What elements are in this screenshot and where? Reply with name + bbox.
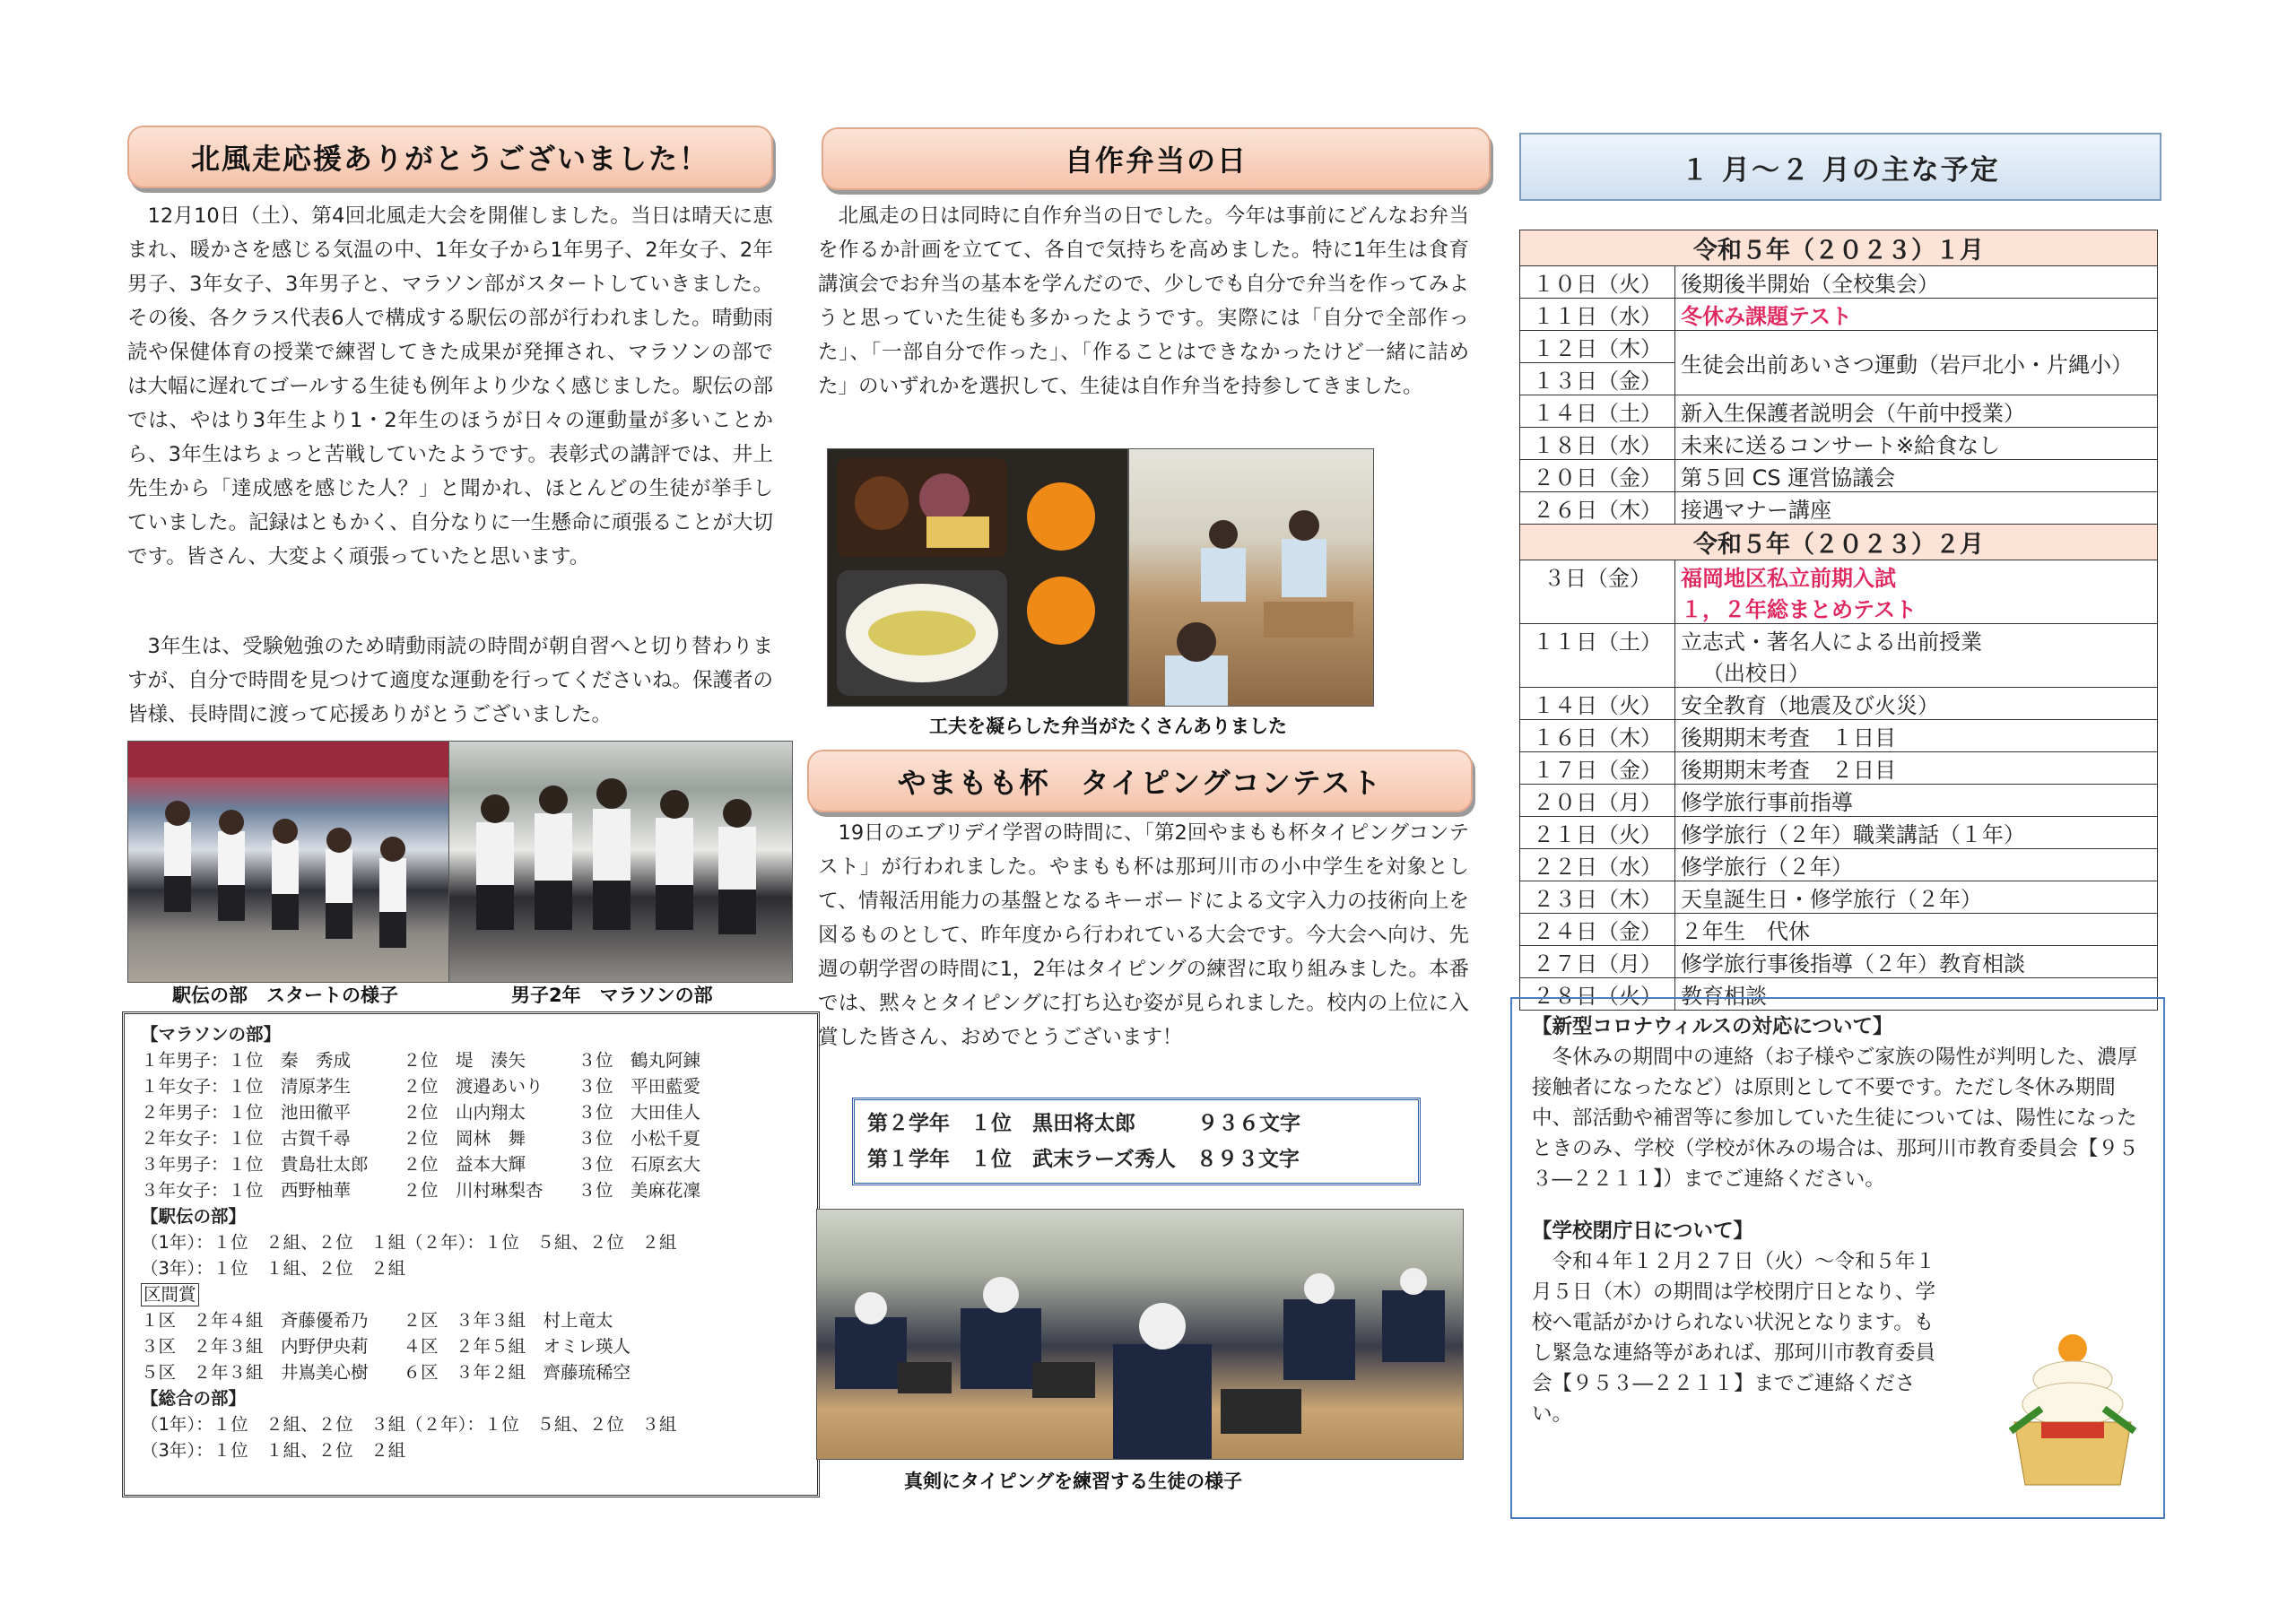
schedule-date: １４日（火） <box>1520 688 1675 720</box>
schedule-date: ２４日（金） <box>1520 914 1675 946</box>
schedule-month-january: 令和５年（２０２３）１月 <box>1520 230 2158 266</box>
marathon-result-row: １年男子：１位 秦 秀成 ２位 堤 湊矢 ３位 鶴丸阿錬 <box>141 1050 701 1071</box>
bento-title-banner <box>822 127 1491 190</box>
section-award-heading: 区間賞 <box>141 1283 199 1306</box>
schedule-month-february: 令和５年（２０２３）２月 <box>1520 525 2158 560</box>
typing-caption: 真剣にタイピングを練習する生徒の様子 <box>904 1471 1243 1492</box>
schedule-table <box>1519 230 2158 1011</box>
schedule-event: 修学旅行（２年） <box>1675 849 2158 881</box>
ekiden-caption: 駅伝の部 スタートの様子 <box>172 985 398 1006</box>
schedule-date: ２０日（金） <box>1520 460 1675 492</box>
marathon-result-row: ３年男子：１位 貴島壮太郎 ２位 益本大輝 ３位 石原玄大 <box>141 1154 701 1175</box>
section-award-row: １区 ２年４組 斉藤優希乃 ２区 ３年３組 村上竜太 <box>141 1310 613 1331</box>
schedule-date: １１日（水） <box>1520 299 1675 331</box>
closure-notice-title: 【学校閉庁日について】 <box>1532 1219 1754 1243</box>
marathon-caption: 男子2年 マラソンの部 <box>511 985 713 1006</box>
schedule-event: 修学旅行事後指導（２年）教育相談 <box>1675 946 2158 978</box>
schedule-event: 教育相談 <box>1675 978 2158 1011</box>
schedule-date: １１日（土） <box>1520 624 1675 688</box>
schedule-event: 未来に送るコンサート※給食なし <box>1675 428 2158 460</box>
schedule-event: 接遇マナー講座 <box>1675 492 2158 525</box>
typing-title-banner <box>807 750 1473 812</box>
schedule-date: ３日（金） <box>1520 560 1675 624</box>
covid-notice-text: 冬休みの期間中の連絡（お子様やご家族の陽性が判明した、濃厚接触者になったなど）は原則として不要です。ただし冬休み期間中、部活動や補習等に参加していた生徒については、陽性になったときのみ、学校（学校が休みの場合は、那珂川市教育委員会【９５３―２２１１】）までご連絡ください。 <box>1532 1046 2139 1191</box>
ekiden-start-photo <box>127 741 450 983</box>
bento-classroom-students <box>1129 449 1373 706</box>
typing-title: やまもも杯 タイピングコンテスト <box>897 766 1383 800</box>
schedule-event: ２年生 代休 <box>1675 914 2158 946</box>
schedule-title: １ 月～２ 月の主な予定 <box>1681 153 2000 187</box>
marathon-boys-figures <box>449 742 792 982</box>
typing-result-row: 第１学年 １位 武末ラーズ秀人 ８９３文字 <box>867 1148 1300 1171</box>
typing-paragraph: 19日のエブリデイ学習の時間に、「第2回やまもも杯タイピングコンテスト」が行われました。やまもも杯は那珂川市の小中学生を対象として、情報活用能力の基盤となるキーボードによる文字入力の技術向上を図るものとして、昨年度から行われている大会です。今大会へ向け、先週の朝学習の時間に1，2年はタイピングの練習に取り組みました。本番では、黙々とタイピングに打ち込む姿が見られました。校内の上位に入賞した皆さん、おめでとうございます！ <box>818 821 1469 1049</box>
marathon-results-heading: 【マラソンの部】 <box>141 1024 282 1045</box>
schedule-event: 立志式・著名人による出前授業 <box>1681 629 1982 655</box>
typing-results-box <box>852 1098 1421 1185</box>
schedule-event: 後期期末考査 １日目 <box>1675 720 2158 752</box>
overall-result-row: （1年）：１位 ２組、２位 ３組（２年）：１位 ５組、２位 ３組 <box>141 1414 677 1435</box>
bento-paragraph: 北風走の日は同時に自作弁当の日でした。今年は事前にどんなお弁当を作るか計画を立てて、各自で気持ちを高めました。特に1年生は食育講演会でお弁当の基本を学んだので、少しでも自分で弁当を作ってみようと思っていた生徒も多かったようです。実際には「自分で全部作った」、「一部自分で作った」、「作ることはできなかったけど一緒に詰めた」のいずれかを選択して、生徒は自作弁当を持参してきました。 <box>818 204 1469 398</box>
typing-practice-students <box>817 1210 1463 1459</box>
schedule-date: １０日（火） <box>1520 266 1675 299</box>
schedule-event: 天皇誕生日・修学旅行（２年） <box>1675 881 2158 914</box>
schedule-event: 福岡地区私立前期入試 <box>1681 566 1896 591</box>
bento-photo <box>827 448 1128 707</box>
typing-practice-photo <box>816 1209 1464 1460</box>
marathon-paragraph-2: 3年生は、受験勉強のため晴動雨読の時間が朝自習へと切り替わりますが、自分で時間を見つけて適度な運動を行ってくださいね。保護者の皆様、長時間に渡って応援ありがとうございました。 <box>127 635 774 726</box>
ekiden-result-row: （3年）：１位 １組、２位 ２組 <box>141 1258 406 1279</box>
schedule-event: 後期後半開始（全校集会） <box>1675 266 2158 299</box>
race-results-box <box>122 1011 820 1497</box>
bento-caption: 工夫を凝らした弁当がたくさんありました <box>929 716 1287 737</box>
schedule-event: 後期期末考査 ２日目 <box>1675 752 2158 785</box>
schedule-date: １８日（水） <box>1520 428 1675 460</box>
schedule-event: 修学旅行事前指導 <box>1675 785 2158 817</box>
marathon-title-banner <box>127 126 773 188</box>
schedule-date: ２８日（火） <box>1520 978 1675 1011</box>
schedule-event: 安全教育（地震及び火災） <box>1675 688 2158 720</box>
schedule-date: １２日（木） <box>1520 331 1675 363</box>
overall-results-heading: 【総合の部】 <box>141 1388 247 1409</box>
kagami-mochi-icon <box>2005 1324 2140 1494</box>
overall-result-row: （3年）：１位 １組、２位 ２組 <box>141 1440 406 1461</box>
ekiden-results-heading: 【駅伝の部】 <box>141 1206 247 1227</box>
bento-classroom-photo <box>1128 448 1374 707</box>
schedule-event: 新入生保護者説明会（午前中授業） <box>1675 395 2158 428</box>
schedule-date: ２７日（月） <box>1520 946 1675 978</box>
typing-result-row: 第２学年 １位 黒田将太郎 ９３６文字 <box>867 1112 1300 1135</box>
marathon-result-row: １年女子：１位 清原茅生 ２位 渡邉あいり ３位 平田藍愛 <box>141 1076 701 1097</box>
section-award-row: ３区 ２年３組 内野伊央莉 ４区 ２年５組 オミレ瑛人 <box>141 1336 631 1357</box>
closure-notice-text: 令和４年１２月２７日（火）～令和５年１月５日（木）の期間は学校閉庁日となり、学校へ電話がかけられない状況となります。もし緊急な連絡等があれば、那珂川市教育委員会【９５３―２２１１】までご連絡ください。 <box>1532 1250 1936 1426</box>
marathon-result-row: ２年男子：１位 池田徹平 ２位 山内翔太 ３位 大田佳人 <box>141 1102 701 1123</box>
schedule-date: １６日（木） <box>1520 720 1675 752</box>
schedule-date: １７日（金） <box>1520 752 1675 785</box>
schedule-date: １４日（土） <box>1520 395 1675 428</box>
notice-box <box>1510 997 2165 1519</box>
schedule-date: ２３日（木） <box>1520 881 1675 914</box>
schedule-event: 修学旅行（２年）職業講話（１年） <box>1675 817 2158 849</box>
schedule-date: ２０日（月） <box>1520 785 1675 817</box>
schedule-event: １，２年総まとめテスト <box>1681 597 1918 622</box>
marathon-boys-photo <box>448 741 793 983</box>
schedule-event: 冬休み課題テスト <box>1675 299 2158 331</box>
schedule-event: 生徒会出前あいさつ運動（岩戸北小・片縄小） <box>1675 331 2158 395</box>
bento-food <box>828 449 1127 706</box>
schedule-event: （出校日） <box>1702 661 1810 686</box>
ekiden-result-row: （1年）：１位 ２組、２位 １組（２年）：１位 ５組、２位 ２組 <box>141 1232 677 1253</box>
section-award-row: ５区 ２年３組 井嶌美心樹 ６区 ３年２組 齊藤琉稀空 <box>141 1362 631 1383</box>
schedule-event: 第５回 CS 運営協議会 <box>1675 460 2158 492</box>
schedule-date: ２２日（水） <box>1520 849 1675 881</box>
bento-title: 自作弁当の日 <box>1064 143 1248 178</box>
schedule-title-scroll <box>1519 133 2161 201</box>
marathon-result-row: ３年女子：１位 西野柚華 ２位 川村琳梨杏 ３位 美麻花凜 <box>141 1180 701 1201</box>
schedule-date: １３日（金） <box>1520 363 1675 395</box>
schedule-date: ２６日（木） <box>1520 492 1675 525</box>
covid-notice-title: 【新型コロナウィルスの対応について】 <box>1532 1015 1893 1038</box>
marathon-paragraph-1: 12月10日（土）、第4回北風走大会を開催しました。当日は晴天に恵まれ、暖かさを感じる気温の中、1年女子から1年男子、2年女子、2年男子、3年女子、3年男子と、マラソン部がスタートしていきました。その後、各クラス代表6人で構成する駅伝の部が行われました。晴動雨読や保健体育の授業で練習してきた成果が発揮され、マラソンの部では大幅に遅れてゴールする生徒も例年より少なく感じました。駅伝の部では、やはり3年生より1・2年生のほうが日々の運動量が多いことから、3年生はちょっと苦戦していたようです。表彰式の講評では、井上先生から「達成感を感じた人？」と聞かれ、ほとんどの生徒が挙手していました。記録はともかく、自分なりに一生懸命に頑張ることが大切です。皆さん、大変よく頑張っていたと思います。 <box>127 204 773 568</box>
marathon-result-row: ２年女子：１位 古賀千尋 ２位 岡林 舞 ３位 小松千夏 <box>141 1128 701 1149</box>
schedule-date: ２１日（火） <box>1520 817 1675 849</box>
marathon-title: 北風走応援ありがとうございました！ <box>190 142 709 176</box>
ekiden-start-figures <box>128 742 449 982</box>
